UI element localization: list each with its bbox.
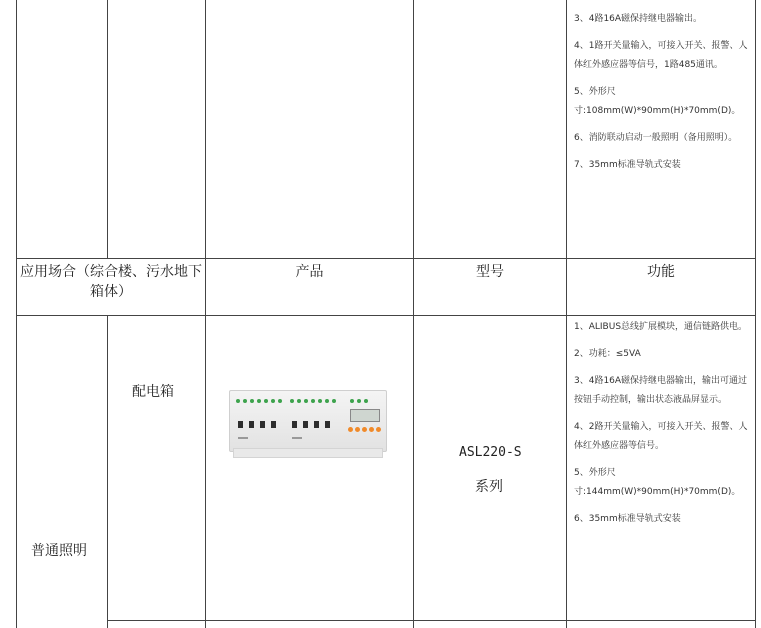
device-body — [229, 390, 387, 452]
feature-line: 6、35mm标准导轨式安装 — [574, 514, 681, 524]
table-border-left — [16, 0, 17, 628]
terminal — [271, 399, 275, 403]
control-button — [376, 427, 381, 432]
control-button — [362, 427, 367, 432]
row-divider-header-top — [16, 258, 756, 259]
table-divider-col2 — [205, 0, 206, 628]
feature-line: 4、1路开关量输入，可接入开关、报警、人体红外感应器等信号，1路485通讯。 — [574, 41, 748, 70]
terminal — [311, 399, 315, 403]
terminal — [304, 399, 308, 403]
row-features — [574, 318, 750, 529]
relay-switch — [325, 421, 330, 428]
terminal — [350, 399, 354, 403]
product-image — [229, 390, 385, 456]
relay-switch — [314, 421, 319, 428]
feature-line: 7、35mm标准导轨式安装 — [574, 160, 681, 170]
terminal — [325, 399, 329, 403]
row-divider-header-bottom — [16, 315, 756, 316]
terminal — [297, 399, 301, 403]
terminal — [357, 399, 361, 403]
header-function: 功能 — [647, 264, 675, 280]
table-divider-col1-lower — [107, 315, 108, 628]
feature-line: 2、功耗：≤5VA — [574, 349, 641, 359]
feature-line: 4、2路开关量输入，可接入开关、报警、人体红外感应器等信号。 — [574, 422, 748, 451]
terminal — [290, 399, 294, 403]
relay-switch — [260, 421, 265, 428]
control-button — [355, 427, 360, 432]
feature-line: 1、ALIBUS总线扩展模块，通信链路供电。 — [574, 322, 748, 332]
model-series: 系列 — [475, 479, 503, 495]
terminal — [318, 399, 322, 403]
table-border-right — [755, 0, 756, 628]
terminal — [257, 399, 261, 403]
module-label-mark — [238, 437, 248, 439]
relay-switch — [303, 421, 308, 428]
feature-line: 3、4路16A磁保持继电器输出，输出可通过按钮手动控制，输出状态液晶屏显示。 — [574, 376, 748, 405]
feature-line: 6、消防联动启动一般照明（备用照明）。 — [574, 133, 738, 143]
relay-switch — [271, 421, 276, 428]
table-divider-col3 — [413, 0, 414, 628]
header-model: 型号 — [476, 264, 504, 280]
relay-switch — [292, 421, 297, 428]
control-button — [348, 427, 353, 432]
sub-category-cell: 配电箱 — [132, 384, 174, 400]
feature-line: 5、外形尺寸:144mm(W)*90mm(H)*70mm(D)。 — [574, 468, 741, 497]
terminal — [250, 399, 254, 403]
control-button — [369, 427, 374, 432]
terminal — [243, 399, 247, 403]
table-divider-col4 — [566, 0, 567, 628]
terminal — [264, 399, 268, 403]
header-product: 产品 — [295, 264, 324, 280]
feature-line: 5、外形尺寸:108mm(W)*90mm(H)*70mm(D)。 — [574, 87, 741, 116]
model-name: ASL220-S — [459, 445, 522, 460]
module-label-mark — [292, 437, 302, 439]
header-scene: 应用场合（综合楼、污水地下箱体） — [20, 264, 202, 300]
terminal — [236, 399, 240, 403]
terminal — [278, 399, 282, 403]
category-cell: 普通照明 — [31, 543, 87, 559]
table-divider-col1 — [107, 0, 108, 258]
top-row-features — [574, 10, 750, 175]
terminal — [364, 399, 368, 403]
relay-switch — [249, 421, 254, 428]
row-divider-next — [107, 620, 756, 621]
device-din-base — [233, 448, 383, 458]
relay-switch — [238, 421, 243, 428]
feature-line: 3、4路16A磁保持继电器输出。 — [574, 14, 703, 24]
lcd-display — [350, 409, 380, 422]
terminal — [332, 399, 336, 403]
